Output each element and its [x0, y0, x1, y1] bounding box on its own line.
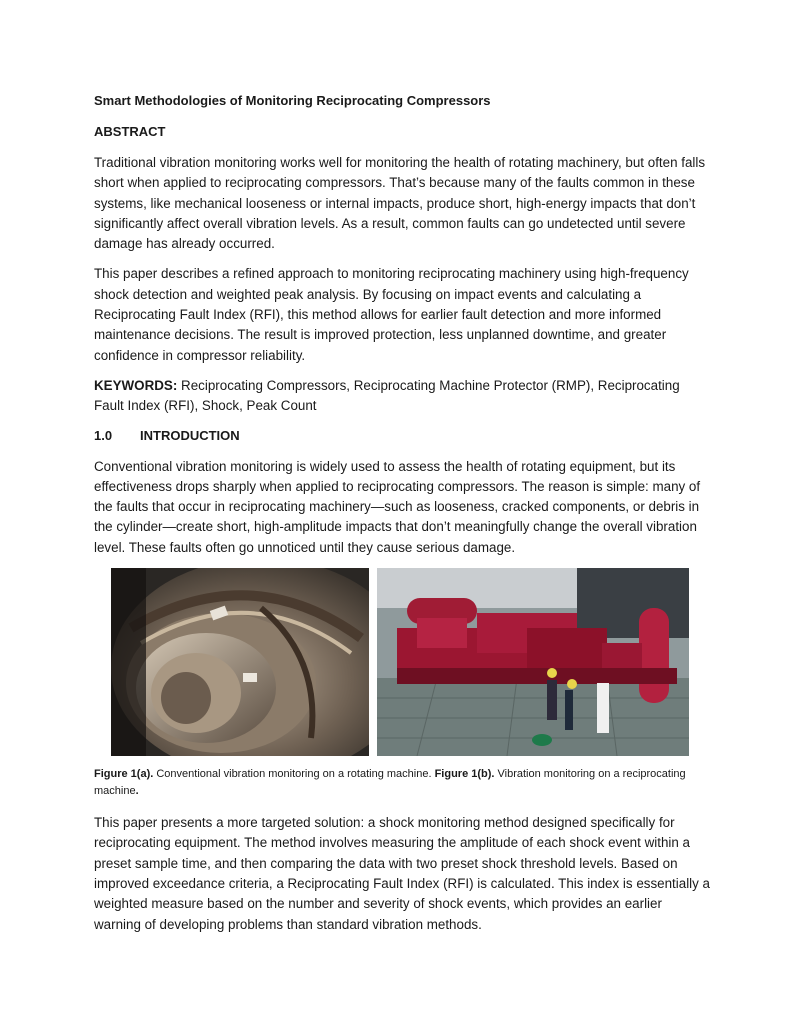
keywords-label: KEYWORDS: — [94, 377, 178, 393]
keywords-text: Reciprocating Compressors, Reciprocating Machine Protector (RMP), Reciprocating Fault Index (RFI), Shock, Peak Count — [94, 377, 680, 414]
caption-end: . — [135, 785, 139, 798]
intro-number: 1.0 — [94, 427, 113, 443]
reciprocating-compressor-photo — [377, 568, 689, 756]
intro-title: INTRODUCTION — [140, 427, 240, 443]
paper-title: Smart Methodologies of Monitoring Reciprocating Compressors — [94, 93, 491, 108]
caption-text-a: Conventional vibration monitoring on a rotating machine. — [153, 768, 435, 781]
abstract-paragraph-1: Traditional vibration monitoring works well for monitoring the health of rotating machinery, but often falls short when applied to reciprocating compressors. That’s because many of the faults common in these systems, like mechanical looseness or internal impacts, produce short, high-energy impacts that don’t significantly affect overall vibration levels. As a result, common faults can go undetected until severe damage has already occurred. — [94, 155, 706, 252]
figure-1 — [111, 568, 689, 756]
caption-label-b: Figure 1(b). — [434, 768, 495, 781]
keywords — [94, 376, 710, 417]
caption-text-b: Vibration monitoring on a reciprocating machine — [94, 768, 686, 798]
rotating-machine-photo — [111, 568, 369, 756]
abstract-paragraph-2: This paper describes a refined approach to monitoring reciprocating machinery using high-frequency shock detection and weighted peak analysis. By focusing on impact events and calculating a Reciprocating Fault Index (RFI), this method allows for earlier fault detection and more informed maintenance decisions. The result is improved protection, less unplanned downtime, and greater confidence in compressor reliability. — [94, 266, 689, 363]
body-paragraph-1: This paper presents a more targeted solution: a shock monitoring method designed specifically for reciprocating equipment. The method involves measuring the amplitude of each shock event within a preset sample time, and then comparing the data with two preset shock threshold levels. Based on improved exceedance criteria, a Reciprocating Fault Index (RFI) is calculated. This index is essentially a weighted measure based on the number and severity of shock events, which provides an earlier warning of developing problems than standard vibration methods. — [94, 815, 711, 932]
caption-label-a: Figure 1(a). — [94, 768, 154, 781]
paper-page — [94, 92, 710, 945]
abstract-heading: ABSTRACT — [94, 124, 166, 139]
intro-heading — [94, 427, 710, 445]
figure-caption — [94, 766, 710, 800]
intro-paragraph-1: Conventional vibration monitoring is widely used to assess the health of rotating equipment, but its effectiveness drops sharply when applied to reciprocating compressors. The reason is simple: many of the faults that occur in reciprocating machinery—such as looseness, cracked components, or debris in the cylinder—create short, high-amplitude impacts that don’t meaningfully change the overall vibration level. These faults often go unnoticed until they cause serious damage. — [94, 458, 701, 555]
